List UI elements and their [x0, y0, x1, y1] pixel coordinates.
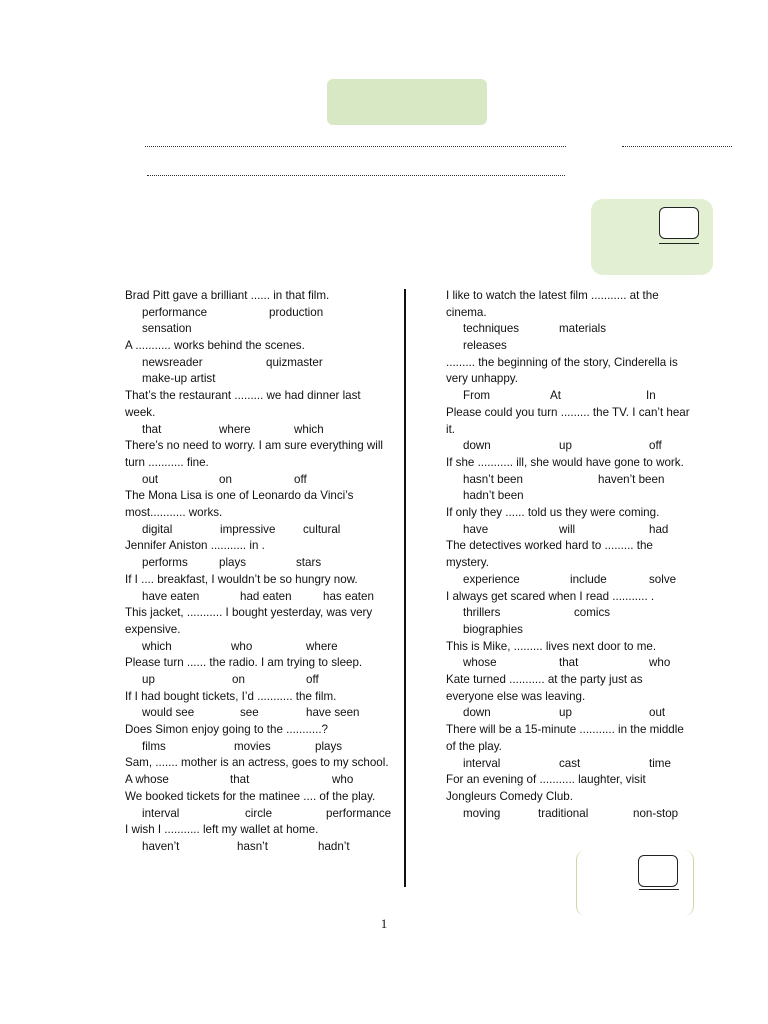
question-text: I like to watch the latest film ........... at the cinema.: [446, 289, 659, 319]
answer-option[interactable]: up: [559, 706, 572, 720]
question-text: For an evening of ........... laughter, visit Jongleurs Comedy Club.: [446, 773, 646, 803]
answer-option[interactable]: At: [550, 389, 561, 403]
question-text: Jennifer Aniston ........... in .: [125, 539, 265, 553]
answer-option[interactable]: have seen: [306, 706, 360, 720]
answer-option[interactable]: thrillers: [463, 606, 501, 620]
answer-option[interactable]: In: [646, 389, 656, 403]
answer-option[interactable]: who: [649, 656, 671, 670]
answer-option[interactable]: include: [570, 572, 607, 586]
left-column: [125, 288, 393, 856]
answer-option[interactable]: has eaten: [323, 589, 374, 603]
answer-option[interactable]: have: [463, 522, 489, 536]
answer-option[interactable]: hadn’t: [318, 839, 350, 853]
answer-option[interactable]: biographies: [463, 622, 523, 636]
answer-option[interactable]: hasn’t: [237, 839, 268, 853]
answer-option[interactable]: cultural: [303, 522, 341, 536]
answer-option[interactable]: had: [649, 522, 669, 536]
answer-option[interactable]: on: [232, 673, 245, 687]
question-text: This is Mike, ......... lives next door to me.: [446, 639, 657, 653]
question-text: We booked tickets for the matinee .... of the play.: [125, 789, 376, 803]
answer-option[interactable]: A whose: [125, 773, 169, 787]
question-text: The detectives worked hard to ......... the mystery.: [446, 539, 653, 570]
answer-option[interactable]: down: [463, 439, 491, 453]
answer-option[interactable]: newsreader: [142, 355, 203, 369]
answer-option[interactable]: circle: [245, 806, 273, 820]
question-text: That’s the restaurant ......... we had dinner last week.: [125, 389, 361, 419]
question-text: Brad Pitt gave a brilliant ...... in that film.: [125, 289, 330, 302]
answer-option[interactable]: who: [332, 773, 354, 787]
question-text: Sam, ....... mother is an actress, goes to my school.: [125, 756, 389, 770]
question-text: If she ........... ill, she would have gone to work.: [446, 455, 684, 469]
answer-option[interactable]: where: [306, 639, 338, 653]
answer-option[interactable]: interval: [142, 806, 180, 820]
answer-option[interactable]: experience: [463, 572, 520, 586]
answer-option[interactable]: haven’t: [142, 839, 180, 853]
answer-option[interactable]: which: [142, 639, 172, 653]
question-text: Does Simon enjoy going to the ...........?: [125, 723, 329, 737]
answer-option[interactable]: that: [559, 656, 579, 670]
answer-option[interactable]: out: [142, 472, 159, 486]
page-number: 1: [380, 916, 388, 931]
answer-option[interactable]: solve: [649, 572, 677, 586]
answer-option[interactable]: who: [231, 639, 253, 653]
answer-option[interactable]: whose: [463, 656, 497, 670]
answer-option[interactable]: out: [649, 706, 666, 720]
question-text: If I .... breakfast, I wouldn’t be so hungry now.: [125, 572, 358, 586]
title-box: [327, 79, 487, 125]
answer-option[interactable]: traditional: [538, 806, 589, 820]
answer-option[interactable]: would see: [142, 706, 195, 720]
class-field-line[interactable]: [147, 175, 565, 176]
answer-option[interactable]: plays: [315, 739, 343, 753]
score-field[interactable]: [659, 207, 699, 239]
answer-option[interactable]: make-up artist: [142, 372, 216, 386]
question-text: This jacket, ........... I bought yesterday, was very expensive.: [125, 606, 373, 636]
question-text: Please could you turn ......... the TV. I can’t hear it.: [446, 405, 690, 436]
answer-option[interactable]: up: [142, 673, 155, 687]
answer-option[interactable]: on: [219, 472, 232, 486]
answer-option[interactable]: hasn’t been: [463, 472, 523, 486]
score-line: [659, 243, 699, 244]
answer-option[interactable]: releases: [463, 339, 507, 353]
answer-option[interactable]: cast: [559, 756, 581, 770]
column-divider: [404, 289, 406, 887]
answer-option[interactable]: where: [219, 422, 251, 436]
answer-option[interactable]: time: [649, 756, 671, 770]
answer-option[interactable]: digital: [142, 522, 173, 536]
answer-option[interactable]: From: [463, 389, 491, 403]
question-text: I always get scared when I read ........... .: [446, 589, 655, 603]
answer-option[interactable]: films: [142, 739, 166, 753]
answer-option[interactable]: moving: [463, 806, 501, 820]
answer-option[interactable]: materials: [559, 322, 607, 336]
date-field-line[interactable]: [622, 146, 732, 147]
question-text: Kate turned ........... at the party just as everyone else was leaving.: [446, 673, 643, 703]
answer-option[interactable]: will: [559, 522, 576, 536]
score-line-bottom: [639, 889, 679, 890]
question-text: A ........... works behind the scenes.: [125, 339, 305, 353]
answer-option[interactable]: movies: [234, 739, 271, 753]
answer-option[interactable]: haven’t been: [598, 472, 665, 486]
question-text: ......... the beginning of the story, Cinderella is very unhappy.: [446, 355, 678, 386]
answer-option[interactable]: performs: [142, 556, 188, 570]
question-text: Please turn ...... the radio. I am trying to sleep.: [125, 656, 363, 670]
answer-option[interactable]: up: [559, 439, 572, 453]
answer-option[interactable]: quizmaster: [266, 355, 323, 369]
right-column: [446, 288, 692, 822]
name-field-line[interactable]: [145, 146, 566, 147]
answer-option[interactable]: off: [649, 439, 662, 453]
answer-option[interactable]: that: [230, 773, 250, 787]
answer-option[interactable]: production: [269, 305, 324, 319]
answer-option[interactable]: techniques: [463, 322, 520, 336]
question-text: If only they ...... told us they were coming.: [446, 506, 660, 520]
answer-option[interactable]: performance: [142, 305, 208, 319]
question-text: There’s no need to worry. I am sure everything will turn ........... fine.: [125, 439, 383, 469]
answer-option[interactable]: comics: [574, 606, 611, 620]
answer-option[interactable]: that: [142, 422, 162, 436]
answer-option[interactable]: have eaten: [142, 589, 200, 603]
answer-option[interactable]: plays: [219, 556, 247, 570]
answer-option[interactable]: off: [306, 673, 319, 687]
answer-option[interactable]: which: [294, 422, 324, 436]
question-text: I wish I ........... left my wallet at home.: [125, 823, 319, 837]
answer-option[interactable]: had eaten: [240, 589, 292, 603]
answer-option[interactable]: stars: [296, 556, 322, 570]
answer-option[interactable]: non-stop: [633, 806, 679, 820]
answer-option[interactable]: sensation: [142, 322, 192, 336]
answer-option[interactable]: impressive: [220, 522, 276, 536]
question-text: There will be a 15-minute ........... in the middle of the play.: [446, 723, 684, 753]
answer-option[interactable]: down: [463, 706, 491, 720]
answer-option[interactable]: interval: [463, 756, 501, 770]
score-field-bottom[interactable]: [638, 855, 678, 887]
answer-option[interactable]: see: [240, 706, 259, 720]
answer-option[interactable]: performance: [326, 806, 392, 820]
question-text: If I had bought tickets, I’d ........... the film.: [125, 689, 337, 703]
question-text: The Mona Lisa is one of Leonardo da Vinci’s most........... works.: [125, 489, 354, 520]
answer-option[interactable]: hadn’t been: [463, 489, 524, 503]
answer-option[interactable]: off: [294, 472, 307, 486]
